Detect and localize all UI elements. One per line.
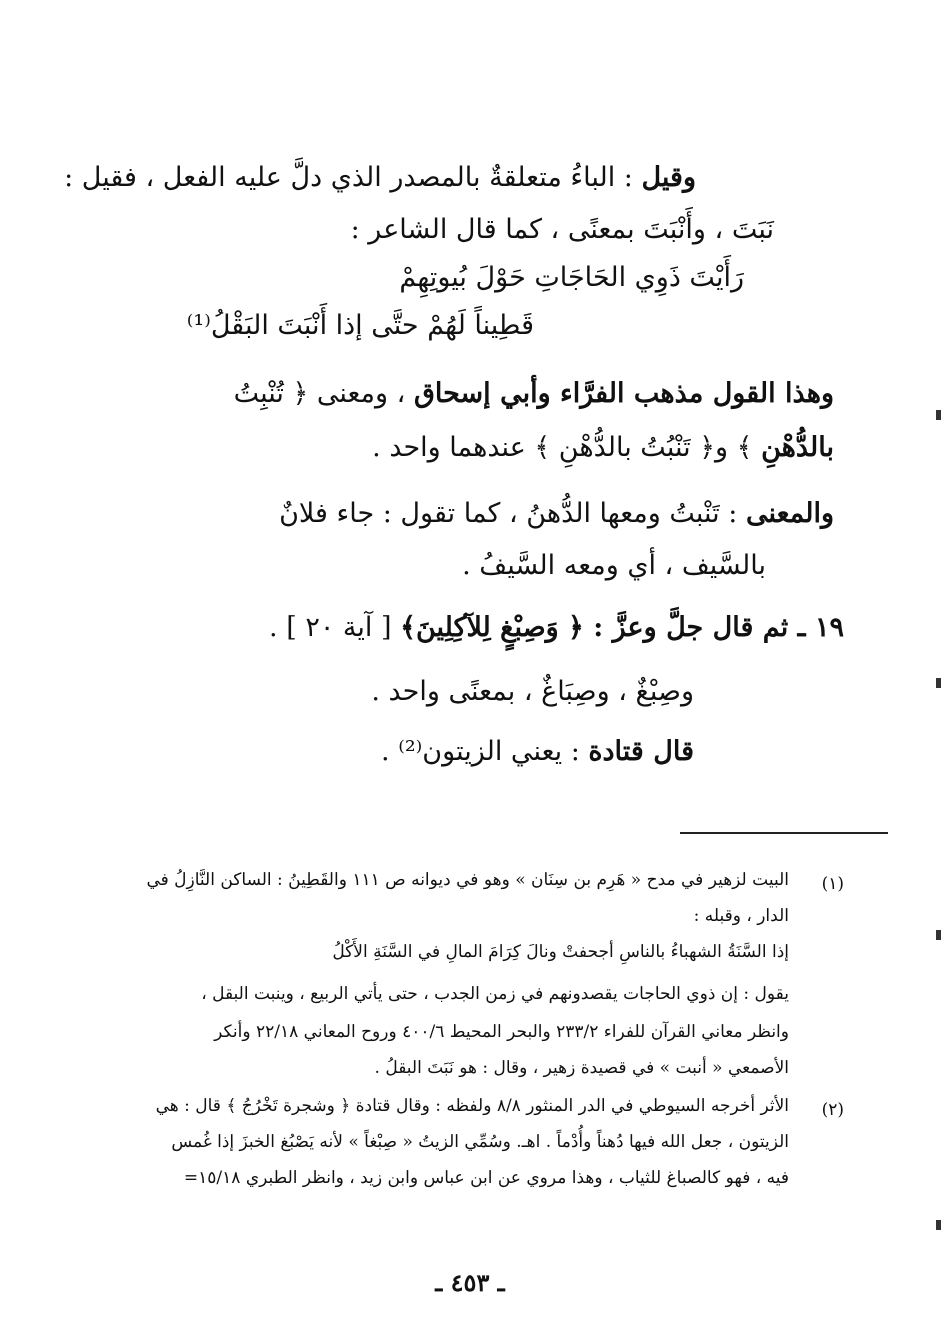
footnote-line: فيه ، فهو كالصباغ للثياب ، وهذا مروي عن ابن عباس وابن زيد ، وانظر الطبري ١٥/١٨= <box>183 1168 789 1188</box>
main-line-6 <box>372 428 834 468</box>
line-text: ﴾ و﴿ تَنْبُتُ بالدُّهْنِ ﴾ عندهما واحد . <box>372 432 762 463</box>
line-strong: وهذا القول مذهب الفرَّاء وأبي إسحاق <box>413 378 834 409</box>
line-strong: وقيل <box>641 162 696 193</box>
footnote-line: يقول : إن ذوي الحاجات يقصدونهم في زمن الجدب ، حتى يأتي الربيع ، وينبت البقل ، <box>201 984 789 1004</box>
line-text: : الباءُ متعلقةٌ بالمصدر الذي دلَّ عليه الفعل ، فقيل : <box>64 162 642 193</box>
line-text: : يعني الزيتون⁽²⁾ . <box>381 736 589 767</box>
footnote-line: البيت لزهير في مدح « هَرِم بن سِنَان » وهو في ديوانه ص ١١١ والقَطِينُ : الساكن النَّازِلُ في <box>146 870 789 890</box>
footnote-number-1: (١) <box>821 874 844 894</box>
scan-mark <box>936 1220 941 1230</box>
line-text: رَأَيْتَ ذَوِي الحَاجَاتِ حَوْلَ بُيوتِهِمْ <box>399 262 744 293</box>
main-line-1 <box>64 158 696 198</box>
line-strong: بالدُّهْنِ <box>761 432 834 463</box>
main-line-8 <box>462 546 766 586</box>
page-number: ـ ٤٥٣ ـ <box>435 1268 505 1297</box>
line-strong: قال قتادة <box>588 736 694 767</box>
line-text: : تَنْبتُ ومعها الدُّهنُ ، كما تقول : جاء فلانٌ <box>279 498 746 529</box>
scan-mark <box>936 678 941 688</box>
footnote-verse: إذا السَّنَةُ الشهباءُ بالناسِ أجحفتْ ونالَ كِرَامَ المالِ في السَّنَةِ الأَكْلُ <box>332 942 789 962</box>
line-text: نَبَتَ ، وأَنْبَتَ بمعنًى ، كما قال الشاعر : <box>350 214 774 245</box>
main-line-2 <box>351 210 774 250</box>
heading-ref: [ آية ٢٠ ] . <box>269 612 401 643</box>
footnote-line: الدار ، وقبله : <box>693 906 789 926</box>
line-strong: والمعنى <box>745 498 834 529</box>
verse-line-2 <box>187 306 534 346</box>
main-line-10 <box>371 672 694 712</box>
scan-mark <box>936 930 941 940</box>
footnote-line: الأصمعي « أنبت » في قصيدة زهير ، وقال : هو نَبَتَ البقلُ . <box>374 1058 789 1078</box>
heading-strong: ١٩ ـ ثم قال جلَّ وعزَّ : ﴿ وَصِبْغٍ لِلآكِلِينَ﴾ <box>400 612 844 643</box>
footnote-line: الزيتون ، جعل الله فيها دُهناً وأُدْماً . اهـ. وسُمِّي الزيتُ « صِبْغاً » لأنه يَصْبُغ الخبزَ إذا غُمس <box>171 1132 789 1152</box>
section-heading-19 <box>269 608 844 648</box>
line-text: قَطِيناً لَهُمْ حتَّى إذا أَنْبَتَ البَقْلُ⁽¹⁾ <box>186 310 534 341</box>
line-text: بالسَّيف ، أي ومعه السَّيفُ . <box>462 550 766 581</box>
line-text: وصِبْغٌ ، وصِبَاغٌ ، بمعنًى واحد . <box>371 676 694 707</box>
verse-line-1 <box>399 258 744 298</box>
main-line-7 <box>279 494 834 534</box>
footnote-number-2: (٢) <box>821 1100 844 1120</box>
footnote-divider <box>680 832 888 834</box>
main-line-11 <box>381 732 694 772</box>
main-line-5 <box>234 374 834 414</box>
scan-mark <box>936 410 941 420</box>
line-text: ، ومعنى ﴿ تُنْبِتُ <box>233 378 414 409</box>
footnote-line: الأثر أخرجه السيوطي في الدر المنثور ٨/٨ ولفظه : وقال قتادة ﴿ وشجرة تَخْرُجُ ﴾ قال : هي <box>155 1096 789 1116</box>
footnote-line: وانظر معاني القرآن للفراء ٢٣٣/٢ والبحر المحيط ٤٠٠/٦ وروح المعاني ٢٢/١٨ وأنكر <box>214 1022 789 1042</box>
